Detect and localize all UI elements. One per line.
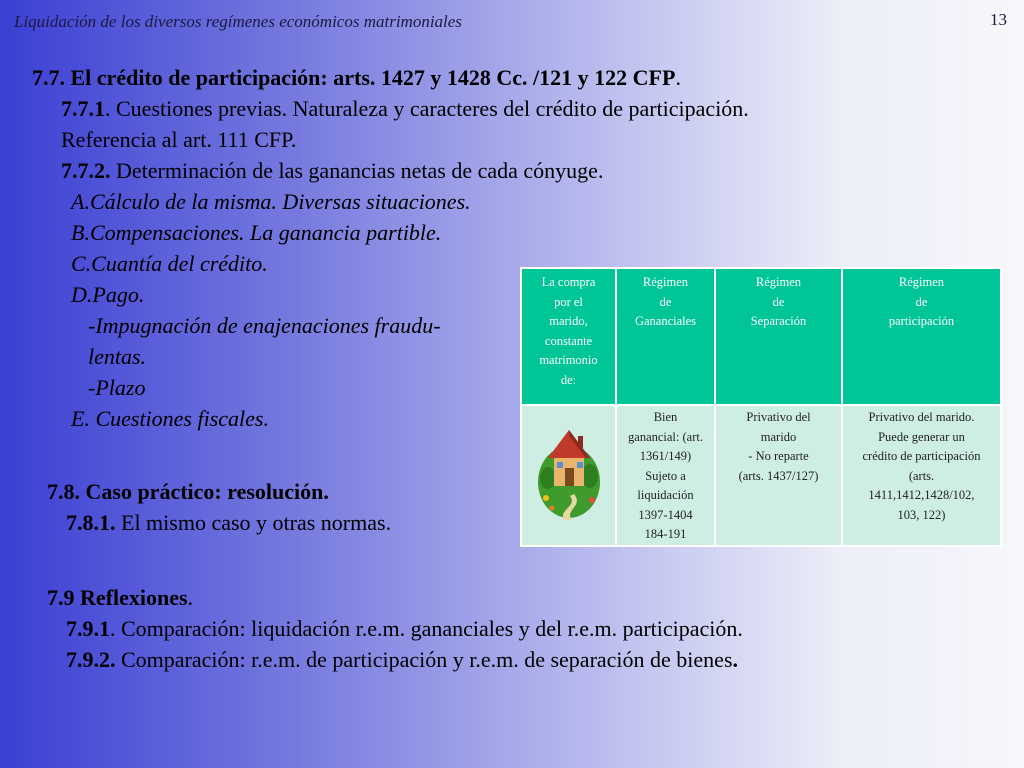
section-7-8-1 [66,507,391,538]
cell-participacion: Privativo del marido. Puede generar un crédito de participación (arts. 1411,1412,1428/102, 103, 122) [842,405,1001,546]
cell-separacion: Privativo del marido - No reparte (arts. 1437/127) [715,405,842,546]
section-7-9-1-text: . Comparación: liquidación r.e.m. gananciales y del r.e.m. participación. [110,616,743,641]
section-7-9-title: 7.9 Reflexiones [47,585,188,610]
section-7-8-1-number: 7.8.1. [66,510,116,535]
item-d: D.Pago. [71,282,145,307]
section-7-9-1 [66,613,743,644]
comparison-table [520,267,1002,547]
table-row [521,405,1001,546]
item-c: C.Cuantía del crédito. [71,251,268,276]
section-7-9: 7.9 Reflexiones. [47,585,194,610]
section-7-9-2: 7.9.2. Comparación: r.e.m. de participación y r.e.m. de separación de bienes. [66,647,738,672]
slide-header-title: Liquidación de los diversos regímenes económicos matrimoniales [14,12,462,31]
section-7-7-2 [61,155,603,186]
section-7-7-title: 7.7. El crédito de participación: arts. 1427 y 1428 Cc. /121 y 122 CFP [32,65,676,90]
sub-item-impugnacion-line1: -Impugnación de enajenaciones fraudu- [88,313,441,338]
section-7-7-2-number: 7.7.2. [61,158,111,183]
section-7-7-1-text: . Cuestiones previas. Naturaleza y caracteres del crédito de participación. [105,96,749,121]
section-7-8: 7.8. Caso práctico: resolución. [47,479,329,504]
section-7-9-2-number: 7.9.2. [66,647,116,672]
section-7-9-1-number: 7.9.1 [66,616,110,641]
cell-gananciales: Bien ganancial: (art. 1361/149) Sujeto a liquidación 1397-1404 184-191 [616,405,715,546]
section-7-9-2-text: Comparación: r.e.m. de participación y r.e.m. de separación de bienes [115,647,733,672]
header-cell-compra: La compra por el marido, constante matrimonio de: [521,268,616,405]
header-cell-participacion: Régimen de participación [842,268,1001,405]
header-cell-separacion: Régimen de Separación [715,268,842,405]
header-cell-gananciales: Régimen de Gananciales [616,268,715,405]
item-e: E. Cuestiones fiscales. [71,406,269,431]
table-header-row [521,268,1001,405]
sub-item-impugnacion-line2: lentas. [88,344,147,369]
section-7-7-2-text: Determinación de las ganancias netas de cada cónyuge. [110,158,604,183]
sub-item-plazo: -Plazo [88,375,146,400]
house-icon [534,416,604,528]
page-number: 13 [990,10,1007,29]
item-a: A.Cálculo de la misma. Diversas situaciones. [71,189,471,214]
section-7-7: 7.7. El crédito de participación: arts. 1427 y 1428 Cc. /121 y 122 CFP. [32,65,681,90]
section-7-8-1-text: El mismo caso y otras normas. [115,510,392,535]
section-7-7-1 [61,93,749,124]
item-b: B.Compensaciones. La ganancia partible. [71,220,442,245]
section-7-7-1-number: 7.7.1 [61,96,105,121]
house-image-cell [521,405,616,546]
section-7-7-1-reference: Referencia al art. 111 CFP. [61,127,297,152]
